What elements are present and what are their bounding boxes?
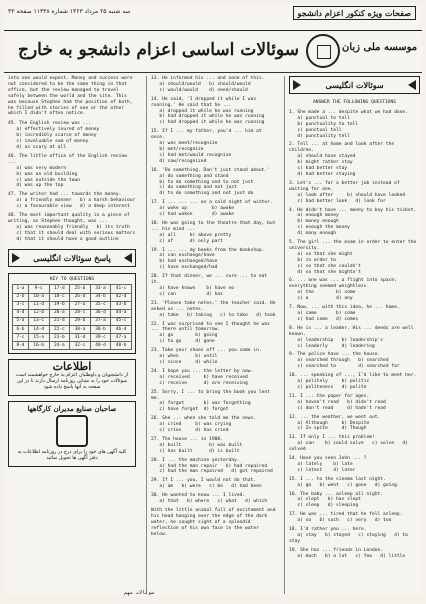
question-item: 30. He wanted to know ... I lived. a) that b) where c) what d) which xyxy=(151,493,268,505)
question-item: 10. ... speaking of ..., I'd like to meet her. a) politely b) politic c) politeness d) polite xyxy=(289,373,417,390)
question-item: 6. ... one was ... a flight into space; everything seemed weightless. a) the b) some c) a d) any xyxy=(289,278,397,302)
question-item: 23. Take your shoes off ... you come in. a) when b) until c) since d) while xyxy=(151,348,262,365)
question-item: 28. I ... the machine yesterday. a) had the man repair b) had repaired c) had the man repaired d) got repaired xyxy=(151,457,273,475)
table-row: 8-d 16-b 24-a 32-c 40-d 48-b xyxy=(13,342,132,350)
reading-passage: With the little animal full of excitement and his head hanging over the edge of the dark water, he caught sight of a splendid reflection of his own face in the water below. xyxy=(151,508,279,537)
page-title: سوئالات اساسی اعزام دانشجو به خارج xyxy=(18,40,299,60)
arrow-left-icon xyxy=(12,253,20,263)
page-footer-mark: سوئالات مهم xyxy=(124,590,155,596)
institute-name: موسسه ملی زبان xyxy=(342,42,418,53)
arrow-right-icon xyxy=(408,80,416,90)
question-item: 19. She has ... friends in London. a) much b) a lot c) few d) little xyxy=(289,547,406,559)
table-row: 3-c 11-d 19-b 27-a 35-c 43-b xyxy=(13,301,132,309)
question-item: 22. I was surprised to see I thought he was ... there until tomorrow. a) go b) going c) to go d) gone xyxy=(151,321,270,345)
table-row: 5-a 13-c 21-d 29-b 37-a 45-c xyxy=(13,317,132,325)
question-item: 17. I ... ... ... on a cold night of winter. a) woke up b) awoke c) had woken d) awake xyxy=(151,200,273,218)
table-row: 4-d 12-b 20-a 28-c 36-d 44-a xyxy=(13,309,132,317)
question-item: 1. She made a ... despite what we had done. a) punctual to tell b) punctuality to tell c) punctual tell d) punctuality tell xyxy=(289,109,408,139)
middle-column xyxy=(146,76,279,594)
page-header xyxy=(4,4,422,31)
ad-title: اطلاعات xyxy=(52,360,92,374)
ad-title: صاحبان صنایع مدیران کارگاهها xyxy=(27,404,117,414)
question-item: 16. The baby ... asleep all night. a) slept b) has slept c) sleep d) sleeping xyxy=(289,491,384,509)
question-item: 26. She ... when she told me the news. a) cried b) was crying c) cries d) has cried xyxy=(151,416,257,434)
question-item: 16. 'Do something. Don't just stand about.' a) do something and stand b) to do something and to not just c) do something and not just d) to do something and not just do xyxy=(151,167,270,197)
instructions-heading: ANSWER THE FOLLOWING QUESTIONS xyxy=(313,100,396,105)
question-item: 13. He informed his ... and none of this. a) should/would b) should/would c) would/would d) need/should xyxy=(151,76,265,93)
right-column xyxy=(284,76,420,594)
question-item: 11. I ... the paper for ages. a) haven't read b) didn't read c) don't read d) hadn't read xyxy=(289,393,386,411)
ad-text: از دانشجویان و داوطلبان اعزام به خارج خواهشمند است سوئالات خود را به نشانی روزنامه ارسال دارند تا در این صفحه به آنها پاسخ داده شود xyxy=(15,373,129,391)
question-item: 15. If I ... my father, you'd ... him at once. a) was meet/recognize b) met/recognize c) had met/would recognize d) saw/recognized xyxy=(151,129,262,164)
answer-key-title: KEY TO QUESTIONS xyxy=(49,276,95,282)
question-item: 18. He was going to the theatre that day, but ... his mind ... a) all b) above pretty c) of d) only part xyxy=(151,220,276,244)
question-item: 15. I ... to the cinema last night. a) go b) went c) gone d) going xyxy=(289,476,397,488)
question-item: 14. He said, 'I dropped it while I was running.' He said that he ... a) dropped it while he was running b) had dropped it while he was running c) had dropped it while he was running xyxy=(151,96,265,126)
question-47: 47. The writer had ... towards the money. a) a friendly manner b) a harsh behaviour c) a favourable view d) a deep interest xyxy=(8,192,136,210)
questions-banner: سوئالات انگلیسی xyxy=(289,76,420,94)
reading-passage: into one would expect. Money and success were not considered to be the same thing in that office, but the review managed to travel safely between the world and the site. This was because Stephen had the position of both, he filled with stories of one or the other which I didn't often notice. xyxy=(8,76,136,117)
answers-banner: پاسخ سوئالات انگلیسی xyxy=(8,249,136,267)
industry-advertisement xyxy=(8,401,136,467)
question-item: 18. I'd rather you ... here. a) stay b) stayed c) staying d) to stay xyxy=(289,527,408,544)
question-item: 20. If that dinner, we ... sure ... to eat it. a) have known b) have no c) can d) has xyxy=(151,274,268,297)
question-46: 46. The little office of the English review ... a) was very modern b) was an old building c) was outside the town d) was up the top xyxy=(8,153,127,189)
section-brand: صفحات ویژه کنکور اعزام دانشجو xyxy=(293,6,416,20)
institute-emblem-icon xyxy=(306,34,340,68)
question-item: 14. Have you seen John ... ? a) lately b) late c) latest d) later xyxy=(289,456,367,473)
dateline: سه شنبه ۲۵ مرداد ۱۳۶۳ شماره ۱۱۳۳۸ صفحه ۳۳ xyxy=(8,8,131,15)
table-row: 1-a 9-c 17-d 25-b 33-a 41-c xyxy=(13,285,132,293)
question-item: 19. I ... ... my books from the bookshop. a) can exchange/have b) had exchanged/have c) have exchanged/had xyxy=(151,247,265,271)
question-item: 4. He didn't have ... money to buy his ticket. a) enough money b) money enough c) enough the money d) many enough xyxy=(289,207,417,237)
question-item: 17. He was ... tired that he fell asleep. a) so b) such c) very d) too xyxy=(289,512,403,524)
arrow-right-icon xyxy=(124,253,132,263)
ad-text: کلیه آگهی های خود را برای درج در روزنامه اطلاعات به دفتر آگهی ها تحویل نمائید xyxy=(17,450,127,462)
answer-key xyxy=(8,273,136,355)
question-item: 5. The girl ... the exam in order to enter the university. a) so that she might b) in order to c) so that she couldn't d) so that she mightn't xyxy=(289,240,417,275)
table-row: 7-c 15-a 23-b 31-d 39-c 47-a xyxy=(13,334,132,342)
question-item: 29. If I ... you, I would not do that. a) am b) were c) be d) had been xyxy=(151,478,262,490)
left-column xyxy=(8,76,136,594)
question-item: 27. The house ... in 1900. a) built b) was built c) has built d) is built xyxy=(151,436,243,454)
question-45: 45. The English review was ... a) effectively inured of money b) incredibly scarce of money c) invaluable sum of money d) as scary at all xyxy=(8,121,100,150)
question-48: 48. The most important quality in a piece of writing, as Stephen thought, was ... a) was reasonably friendly b) its truth c) that it should deal with serious matters d) that it should have a good outline xyxy=(8,213,136,242)
question-item: 3. Let's ... for a better job instead of waiting for one. a) look after b) should have looked c) had better look d) look for xyxy=(289,180,406,204)
answer-key-table xyxy=(12,284,132,350)
question-item: 7. Now, ... with this idea, he ... home. a) came b) come c) had come d) comes xyxy=(289,305,400,322)
question-item: 24. I hope you ... the letter by now. a) received b) have received c) receive d) are receiving xyxy=(151,368,254,386)
question-item: 8. He is ... a leader. His ... deeds are well known. a) leadership b) leadership's c) leaderly d) leadering xyxy=(289,325,414,349)
info-advertisement xyxy=(8,359,136,396)
question-item: 25. Sorry, I ... to bring the book you lent me. a) forgot b) was forgetting c) have forgot d) forget xyxy=(151,389,270,413)
question-item: 9. The police have ... the house. a) searched through b) searched c) searched to d) searched for xyxy=(289,352,400,370)
title-bar xyxy=(4,32,422,73)
question-item: 21. 'Please take notes,' the teacher said. He asked us ... notes. a) take b) taking c) to take d) took xyxy=(151,300,276,318)
table-row: 2-b 10-a 18-c 26-d 34-b 42-d xyxy=(13,293,132,301)
question-item: 2. Tell ... at home and look after the children. a) should have stayed b) might rather stay c) had better stay d) had better staying xyxy=(289,142,395,177)
table-row: 6-b 14-d 22-c 30-a 38-b 46-d xyxy=(13,325,132,333)
question-item: 12. ... the weather, we went out. a) Although b) Despite c) In spite d) Though xyxy=(289,414,381,432)
newspaper-logo-icon xyxy=(56,415,88,447)
question-item: 13. If only I ... this problem! a) can b) could solve c) solve d) solved xyxy=(289,435,408,453)
arrow-left-icon xyxy=(293,80,301,90)
newspaper-page xyxy=(4,4,422,596)
